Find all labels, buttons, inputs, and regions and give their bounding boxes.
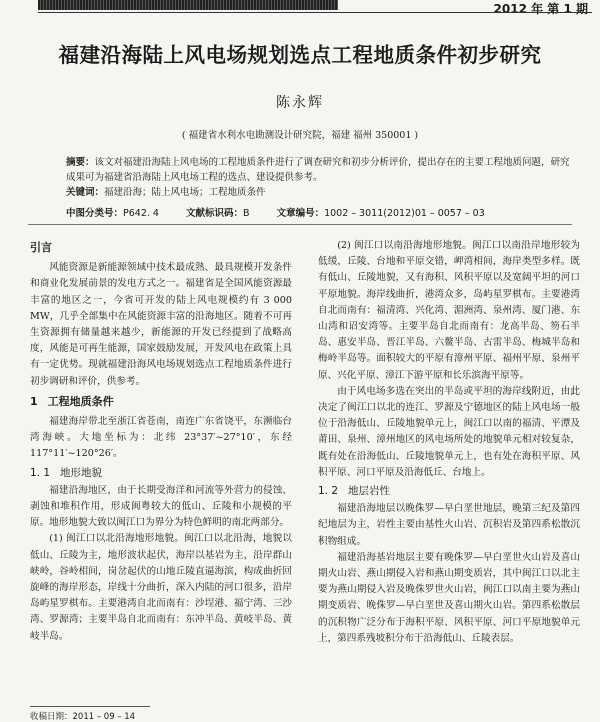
section-1-paragraph: 福建海岸带北至浙江省苍南，南连广东省饶平，东濒临台湾海峡。大地坐标为：北纬 23°37′~27°10′，东经 117°11′~120°26′。 — [30, 416, 292, 460]
section-1-1-title: 地形地貌 — [60, 466, 103, 479]
section-1-2-number: 1. 2 — [318, 485, 339, 498]
left-column — [30, 238, 292, 645]
section-1-number: 1 — [30, 394, 38, 408]
section-1-2-title: 地层岩性 — [348, 485, 391, 498]
footnote-rule — [30, 706, 150, 707]
abstract-text: 该文对福建沿海陆上风电场的工程地质条件进行了调查研究和初步分析评价，提出存在的主要工程地质问题，研究成果可为福建省沿海陆上风电场工程的选点、建设提供参考。 — [66, 157, 570, 183]
landform-paragraph: 福建沿海地区，由于长期受海洋和河流等外营力的侵蚀、剥蚀和堆积作用，形成闽粤较大的低山、丘陵和小规模的平原。地形地貌大致以闽江口为界分为特色鲜明的南北两部分。 — [30, 484, 292, 529]
strata-paragraph-2: 福建沿海基岩地层主要有晚侏罗—早白垩世火山岩及喜山期火山岩、燕山期侵入岩和燕山期变质岩，其中闽江口以北主要为燕山期侵入岩及晚侏罗世火山岩，闽江口以南主要为燕山期变质岩、晚侏罗—早白垩世及喜山期火山岩。第四系松散层的沉积物广泛分布于海积平原、风积平原、河口平原地貌单元上，第四系残坡积分布于沿海低山、丘陵表层。 — [318, 551, 580, 644]
clc-value: P642. 4 — [123, 208, 159, 219]
received-date: 收稿日期：2011 – 09 – 14 — [30, 712, 136, 722]
intro-heading: 引言 — [30, 241, 52, 254]
issue-label: 2012 年 第 1 期 — [493, 2, 588, 16]
clc-field — [66, 208, 159, 219]
article-label: 文章编号： — [276, 208, 325, 219]
keywords-text: 福建沿海；陆上风电场；工程地质条件 — [104, 187, 266, 198]
strata-paragraph-1: 福建沿海地层以晚侏罗—早白垩世地层，晚第三纪及第四纪地层为主，岩性主要由基性火山岩、沉积岩及第四系松散沉积物组成。 — [318, 503, 580, 547]
south-landform-paragraph: (2) 闽江口以南沿海地形地貌。闽江口以南沿岸地形较为低缓，丘陵、台地和平原交错，岬湾相间，海岸类型多样。既有低山、丘陵地貌，又有海积、风积平原以及宽阔平坦的河口平原地貌。海岸线曲折，港湾众多，岛屿星罗棋布。主要港湾自北而南有：福清湾、兴化湾、湄洲湾、泉州湾、厦门港、东山湾和诏安湾等。主要半岛自北而南有：龙高半岛、笏石半岛、惠安半岛、晋江半岛、六鳌半岛、古雷半岛、梅城半岛和梅岭半岛等。面积较大的平原有漳州平原、福州平原、泉州平原、兴化平原、漳江下游平原和长乐滨海平原等。 — [318, 240, 580, 381]
section-1-2-heading — [318, 483, 580, 499]
article-value: 1002 – 3011(2012)01 – 0057 – 03 — [324, 208, 485, 219]
doc-field — [186, 208, 250, 219]
footnote — [30, 710, 135, 722]
paper-title: 福建沿海陆上风电场规划选点工程地质条件初步研究 — [58, 43, 542, 67]
section-divider — [28, 224, 572, 225]
clc-label: 中图分类号： — [66, 208, 124, 219]
classification-line — [66, 205, 584, 219]
doc-value: B — [243, 208, 250, 219]
abstract — [66, 155, 576, 185]
section-1-1-number: 1. 1 — [30, 466, 51, 479]
abstract-block — [66, 155, 576, 200]
doc-label: 文献标识码： — [186, 208, 244, 219]
north-landform-paragraph: (1) 闽江口以北沿海地形地貌。闽江口以北沿海，地貌以低山、丘陵为主，地形波状起伏，海岸以基岩为主，沿岸群山峡岭，谷岭相间，岗岔起伏的山地丘陵直逼海滨，构成曲折回旋峰的海岸形态，岸线十分曲折，深入内陆的河口很多，沿岸岛屿星罗棋布。主要港湾自北而南有：沙埕港、福宁湾、三沙湾、罗源湾；主要半岛自北而南有：东冲半岛、黄岐半岛、黄岐半岛。 — [30, 533, 292, 642]
page-header — [0, 0, 600, 16]
keywords-label: 关键词： — [66, 187, 105, 198]
header-bar — [38, 0, 338, 10]
section-1-heading — [30, 394, 292, 410]
author-name: 陈永辉 — [276, 95, 324, 111]
keywords — [66, 185, 576, 200]
header-rule — [38, 12, 592, 13]
summary-paragraph: 由于风电场多选在突出的半岛或平坦的海岸线附近，由此决定了闽江口以北的连江、罗源及宁德地区的陆上风电场一般位于沿海低山、丘陵地貌单元上，闽江口以南的福清、平潭及莆田、泉州、漳州地区的风电场所处的地貌单元相对较复杂，既有处在沿海低山、丘陵地貌单元上，也有处在海积平原、风积平原、河口平原及沿海低丘、台地上。 — [318, 385, 580, 478]
article-field — [277, 208, 485, 219]
right-column — [318, 238, 580, 647]
section-1-title: 工程地质条件 — [47, 394, 114, 408]
section-1-1-heading — [30, 465, 292, 481]
intro-paragraph: 风能资源是新能源领域中技术最成熟、最具规模开发条件和商业化发展前景的发电方式之一。福建省是全国风能资源最丰富的地区之一，今省可开发的陆上风电规模约有 3 000 MW，几乎全部集中在风能资源丰富的沿海地区。随着不可再生资源拥有储量越来越少，新能源的开发已经提到了战略高度，风能是可再生能源，国家鼓励发展，开发风电在政策上具有一定优势。现就福建沿海风电场规划选点工程地质条件进行初步调研和评价，供参考。 — [30, 262, 292, 387]
affiliation: ( 福建省水利水电勘测设计研究院，福建 福州 350001 ) — [181, 130, 419, 141]
abstract-label: 摘要： — [66, 157, 95, 168]
